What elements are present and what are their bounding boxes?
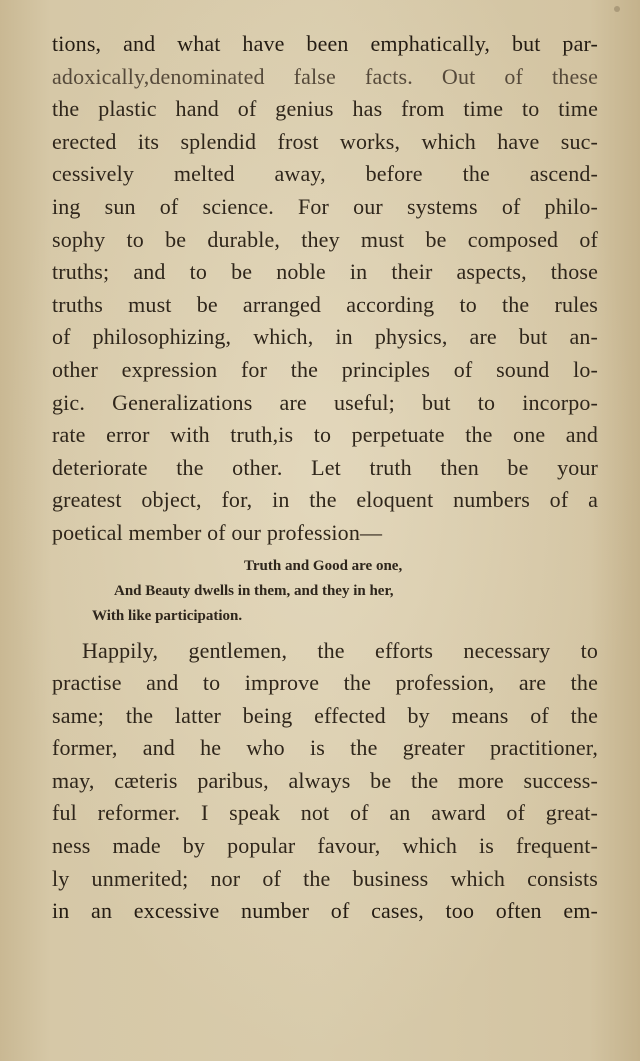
text-line: practise and to improve the profession, are the [52,670,598,696]
verse-line: With like participation. [92,607,243,624]
text-line: in an excessive number of cases, too often em- [52,898,598,924]
text-line: same; the latter being effected by means of the [52,702,598,728]
text-line: ing sun of science. For our systems of philo- [52,193,598,219]
text-line: truths; and to be noble in their aspects, those [52,259,598,285]
text-line: ly unmerited; nor of the business which consists [52,865,598,891]
text-line: ful reformer. I speak not of an award of great- [52,800,598,826]
text-line: cessively melted away, before the ascend- [52,161,598,187]
text-line: other expression for the principles of sound lo- [52,356,598,382]
text-line: greatest object, for, in the eloquent numbers of a [52,487,598,513]
text-line: gic. Generalizations are useful; but to incorpo- [52,389,598,415]
text-line: truths must be arranged according to the rules [52,291,598,317]
text-line: adoxically,denominated false facts. Out of these [52,63,598,89]
text-line: erected its splendid frost works, which have suc- [52,128,598,154]
text-line: of philosophizing, which, in physics, are but an- [52,324,598,350]
text-line: ness made by popular favour, which is frequent- [52,833,598,859]
text-line: poetical member of our profession— [52,519,383,545]
text-line: tions, and what have been emphatically, but par- [52,31,598,56]
text-line: the plastic hand of genius has from time to time [52,96,598,122]
verse-line: Truth and Good are one, [244,557,403,574]
text-line: Happily, gentlemen, the efforts necessary to [82,637,598,663]
page-speck [614,6,620,12]
page-text [52,28,598,928]
text-line: may, cæteris paribus, always be the more success- [52,767,598,793]
verse-line: And Beauty dwells in them, and they in her, [114,582,394,599]
text-line: deteriorate the other. Let truth then be your [52,454,598,480]
text-line: rate error with truth,is to perpetuate the one and [52,422,598,448]
text-line: former, and he who is the greater practitioner, [52,735,598,761]
text-line: sophy to be durable, they must be composed of [52,226,598,252]
